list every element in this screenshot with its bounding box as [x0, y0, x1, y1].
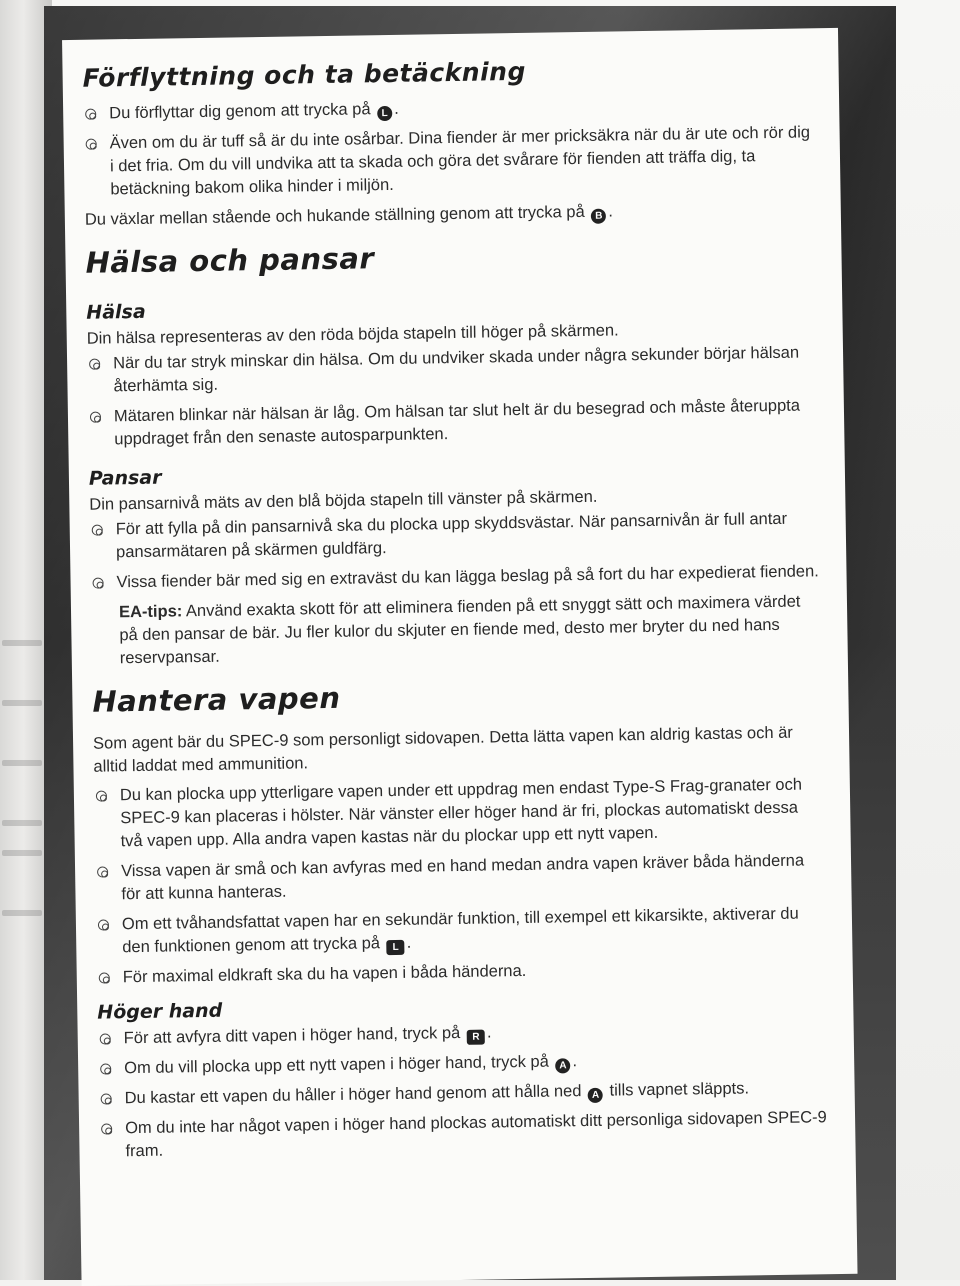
manual-text-panel — [62, 28, 857, 1286]
list-item: Om ett tvåhandsfattat vapen har en sekundär funktion, till exempel ett kikarsikte, aktiverar du den funktionen genom att trycka på L . — [96, 902, 827, 959]
bullet-icon — [90, 518, 116, 541]
subsection-title-health: Hälsa — [86, 300, 146, 324]
bullet-icon — [97, 966, 123, 989]
list-item: Vissa fiender bär med sig en extraväst du kan lägga beslag på så fort du har expedierat fienden. — [90, 560, 820, 594]
bullet-icon — [99, 1087, 125, 1110]
bullet-icon — [88, 405, 114, 428]
section-title-weapons: Hantera vapen — [92, 680, 341, 719]
list-item: Om du inte har något vapen i höger hand plockas automatiskt ditt personliga sidovapen SPEC-9 fram. — [99, 1106, 830, 1163]
list-item: För att avfyra ditt vapen i höger hand, tryck på R . — [98, 1016, 828, 1050]
tip-label: EA-tips: — [118, 602, 183, 622]
health-intro: Din hälsa representeras av den röda böjda stapeln till höger på skärmen. — [86, 321, 619, 348]
a-button-icon: A — [588, 1088, 603, 1103]
a-button-icon: A — [555, 1058, 570, 1073]
list-item: När du tar stryk minskar din hälsa. Om du undviker skada under några sekunder börjar hälsan återhämta sig. — [87, 341, 818, 398]
list-item: Mätaren blinkar när hälsan är låg. Om hälsan tar slut helt är du besegrad och måste återuppta uppdraget från den senaste autosparpunkten. — [88, 394, 819, 451]
bullet-icon — [83, 102, 109, 125]
subsection-title-right-hand: Höger hand — [97, 999, 223, 1024]
crouch-paragraph: Du växlar mellan stående och hukande ställning genom att trycka på B . — [84, 202, 614, 229]
list-item: Du förflyttar dig genom att trycka på L . — [83, 91, 813, 125]
bullet-icon — [95, 860, 121, 883]
bullet-icon — [96, 913, 122, 936]
l-trigger-icon: L — [387, 940, 405, 955]
bullet-icon — [87, 352, 113, 375]
ea-tip — [119, 590, 822, 670]
list-item: För maximal eldkraft ska du ha vapen i båda händerna. — [97, 955, 827, 989]
section-title-health-armor: Hälsa och pansar — [85, 241, 375, 280]
list-item: För att fylla på din pansarnivå ska du plocka upp skyddsvästar. När pansarnivån är full antar pansarmätaren på skärmen guldfärg. — [90, 507, 821, 564]
subsection-title-armor: Pansar — [88, 466, 162, 490]
bullet-icon — [98, 1027, 124, 1050]
tip-text: Använd exakta skott för att eliminera fienden på ett snyggt sätt och maximera värdet på den pansar de bär. Ju fler kulor du skjuter en fiende med, desto mer bryter du ned hans reservpansar. — [119, 592, 801, 668]
weapons-intro: Som agent bär du SPEC-9 som personligt sidovapen. Detta lätta vapen kan aldrig kastas och är alltid laddat med ammunition. — [92, 723, 793, 776]
list-item: Även om du är tuff så är du inte osårbar. Dina fiender är mer pricksäkra när du är ute och rör dig i det fria. Om du vill undvika att ta skada och göra det svårare för fienden att träffa dig, ta betäckning bakom olika hinder i miljön. — [84, 121, 815, 201]
list-item: Vissa vapen är små och kan avfyras med en hand medan andra vapen kräver båda händerna för att kunna hanteras. — [95, 849, 826, 906]
bullet-icon — [98, 1057, 124, 1080]
armor-intro: Din pansarnivå mäts av den blå böjda stapeln till vänster på skärmen. — [89, 487, 598, 514]
bullet-icon — [84, 132, 110, 155]
list-item: Om du vill plocka upp ett nytt vapen i höger hand, tryck på A . — [98, 1046, 828, 1080]
bullet-icon — [90, 571, 116, 594]
list-item: Du kastar ett vapen du håller i höger hand genom att hålla ned A tills vapnet släppts. — [99, 1076, 829, 1110]
bullet-icon — [99, 1117, 125, 1140]
b-button-icon: B — [591, 209, 606, 224]
bullet-icon — [94, 784, 120, 807]
left-stick-button-icon: L — [377, 106, 392, 121]
section-title-movement: Förflyttning och ta betäckning — [82, 56, 527, 93]
list-item: Du kan plocka upp ytterligare vapen under ett uppdrag men endast Type-S Frag-granater och SPEC-9 kan placeras i hölster. När vänster eller höger hand är fri, plockas automatiskt dessa två vapen upp. Alla andra vapen kastas när du plockar upp ett nytt vapen. — [94, 773, 825, 853]
r-trigger-icon: R — [467, 1030, 485, 1045]
